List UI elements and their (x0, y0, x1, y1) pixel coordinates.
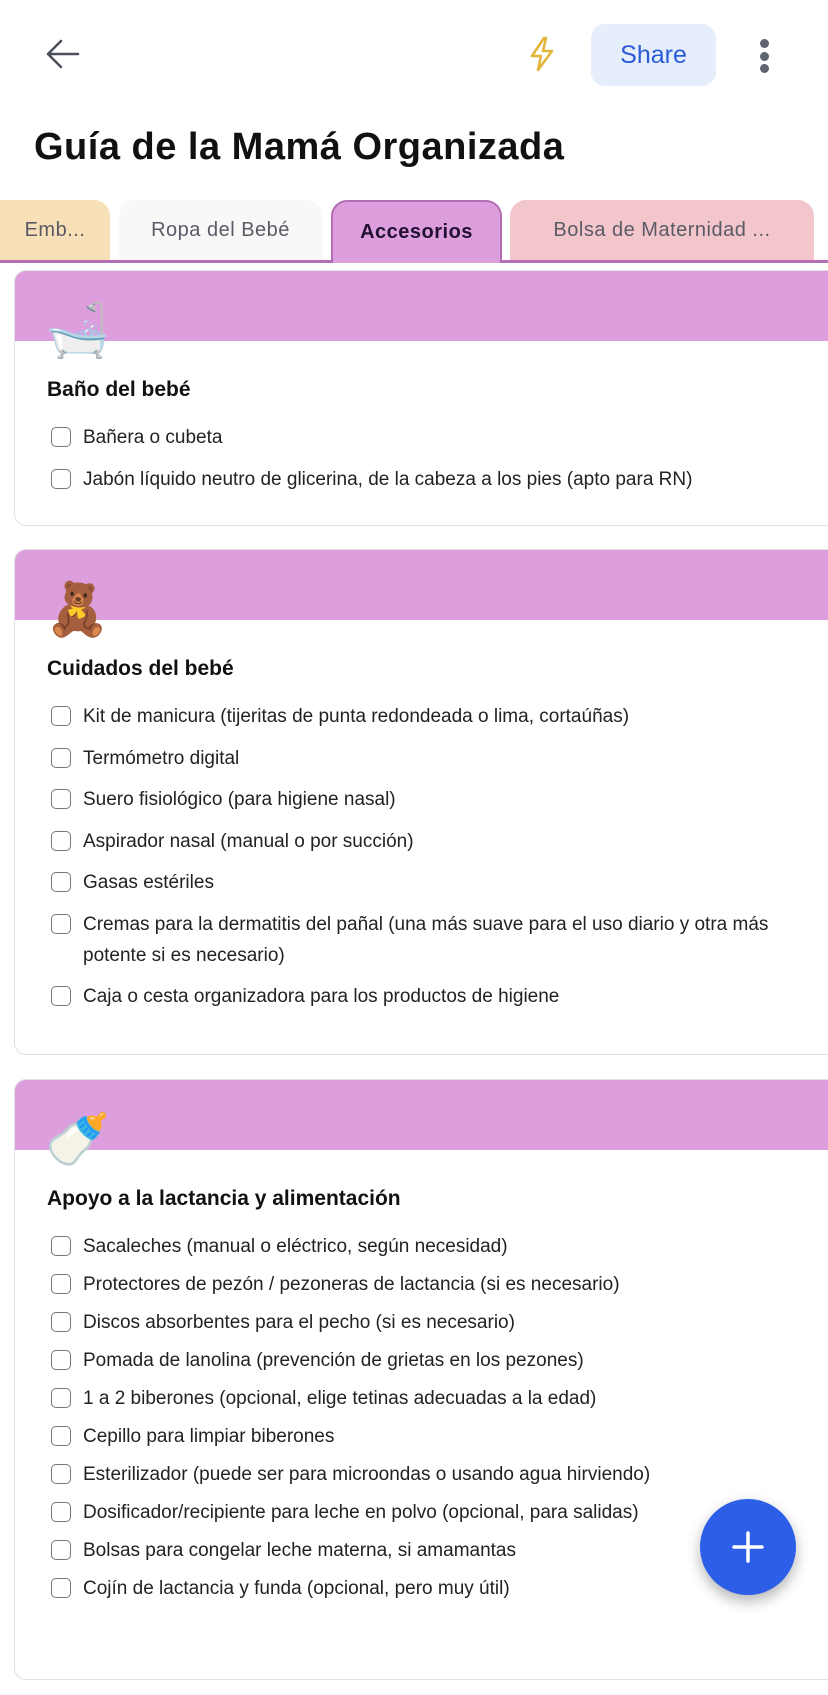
checkbox[interactable] (51, 1274, 71, 1294)
item-label: Kit de manicura (tijeritas de punta redondeada o lima, cortaúñas) (83, 706, 630, 727)
section-title: Baño del bebé (47, 378, 191, 401)
back-arrow-icon[interactable] (44, 36, 84, 72)
checklist-item[interactable] (51, 867, 828, 898)
share-button[interactable]: Share (591, 24, 716, 86)
checkbox[interactable] (51, 427, 71, 447)
section-emoji-icon: 🛁 (45, 302, 110, 360)
item-label: Sacaleches (manual o eléctrico, según necesidad) (83, 1236, 508, 1257)
checkbox[interactable] (51, 831, 71, 851)
checklist-item[interactable] (51, 1421, 828, 1452)
checklist-item[interactable] (51, 1231, 828, 1262)
item-label: Cojín de lactancia y funda (opcional, pero muy útil) (83, 1578, 510, 1599)
checklist-item[interactable] (51, 1345, 828, 1376)
item-label: Caja o cesta organizadora para los productos de higiene (83, 986, 560, 1007)
checklist-item[interactable] (51, 1269, 828, 1300)
checklist-card (14, 549, 828, 1055)
checkbox[interactable] (51, 706, 71, 726)
checklist-item[interactable] (51, 464, 828, 495)
item-label: Dosificador/recipiente para leche en polvo (opcional, para salidas) (83, 1502, 639, 1523)
checklist-item[interactable] (51, 1383, 828, 1414)
tab-embarazo[interactable]: Emb... (0, 200, 110, 260)
tab-bar (0, 200, 828, 263)
checklist-card (14, 270, 828, 526)
checkbox[interactable] (51, 1388, 71, 1408)
card-header-band (15, 550, 828, 620)
checkbox[interactable] (51, 914, 71, 934)
item-label: Esterilizador (puede ser para microondas o usando agua hirviendo) (83, 1464, 651, 1485)
lightning-icon[interactable] (522, 34, 562, 74)
more-options-icon[interactable] (752, 36, 776, 76)
checkbox[interactable] (51, 1236, 71, 1256)
checklist-item[interactable] (51, 826, 828, 857)
item-label: 1 a 2 biberones (opcional, elige tetinas adecuadas a la edad) (83, 1388, 597, 1409)
section-title: Apoyo a la lactancia y alimentación (47, 1187, 401, 1210)
checklist-item[interactable] (51, 981, 828, 1012)
item-label: Bolsas para congelar leche materna, si amamantas (83, 1540, 517, 1561)
item-label: Jabón líquido neutro de glicerina, de la cabeza a los pies (apto para RN) (83, 468, 693, 490)
checklist-item[interactable] (51, 909, 828, 971)
item-label: Discos absorbentes para el pecho (si es necesario) (83, 1312, 515, 1333)
checkbox[interactable] (51, 1350, 71, 1370)
checkbox[interactable] (51, 469, 71, 489)
checkbox[interactable] (51, 872, 71, 892)
checkbox[interactable] (51, 1502, 71, 1522)
checklist (51, 422, 828, 495)
item-label: Gasas estériles (83, 872, 214, 893)
checkbox[interactable] (51, 1426, 71, 1446)
checklist-card (14, 1079, 828, 1680)
checkbox[interactable] (51, 1464, 71, 1484)
card-header-band (15, 271, 828, 341)
tab-bolsa-de-maternidad[interactable]: Bolsa de Maternidad ... (510, 200, 814, 260)
item-label: Termómetro digital (83, 747, 240, 769)
card-header-band (15, 1080, 828, 1150)
top-bar (0, 0, 828, 100)
page-title: Guía de la Mamá Organizada (34, 126, 565, 168)
add-button[interactable] (700, 1499, 796, 1595)
tab-ropa-del-bebe[interactable]: Ropa del Bebé (119, 200, 322, 260)
section-emoji-icon: 🍼 (45, 1111, 110, 1169)
section-emoji-icon: 🧸 (45, 581, 110, 639)
item-label: Suero fisiológico (para higiene nasal) (83, 789, 396, 810)
item-label: Cremas para la dermatitis del pañal (una más suave para el uso diario y otra más potente si es necesario) (83, 913, 769, 966)
checkbox[interactable] (51, 748, 71, 768)
checkbox[interactable] (51, 1312, 71, 1332)
checklist-item[interactable] (51, 1307, 828, 1338)
checkbox[interactable] (51, 1578, 71, 1598)
checkbox[interactable] (51, 789, 71, 809)
plus-icon (731, 1530, 765, 1564)
item-label: Pomada de lanolina (prevención de grietas en los pezones) (83, 1350, 584, 1371)
section-title: Cuidados del bebé (47, 657, 234, 680)
checklist-item[interactable] (51, 701, 828, 732)
item-label: Aspirador nasal (manual o por succión) (83, 830, 414, 852)
item-label: Bañera o cubeta (83, 427, 223, 448)
tab-accesorios[interactable]: Accesorios (331, 200, 502, 263)
item-label: Cepillo para limpiar biberones (83, 1426, 335, 1447)
checkbox[interactable] (51, 986, 71, 1006)
checklist-item[interactable] (51, 743, 828, 774)
checklist-item[interactable] (51, 784, 828, 815)
checklist-item[interactable] (51, 1459, 828, 1490)
item-label: Protectores de pezón / pezoneras de lactancia (si es necesario) (83, 1274, 620, 1295)
checklist-item[interactable] (51, 422, 828, 453)
checklist (51, 701, 828, 1012)
checkbox[interactable] (51, 1540, 71, 1560)
